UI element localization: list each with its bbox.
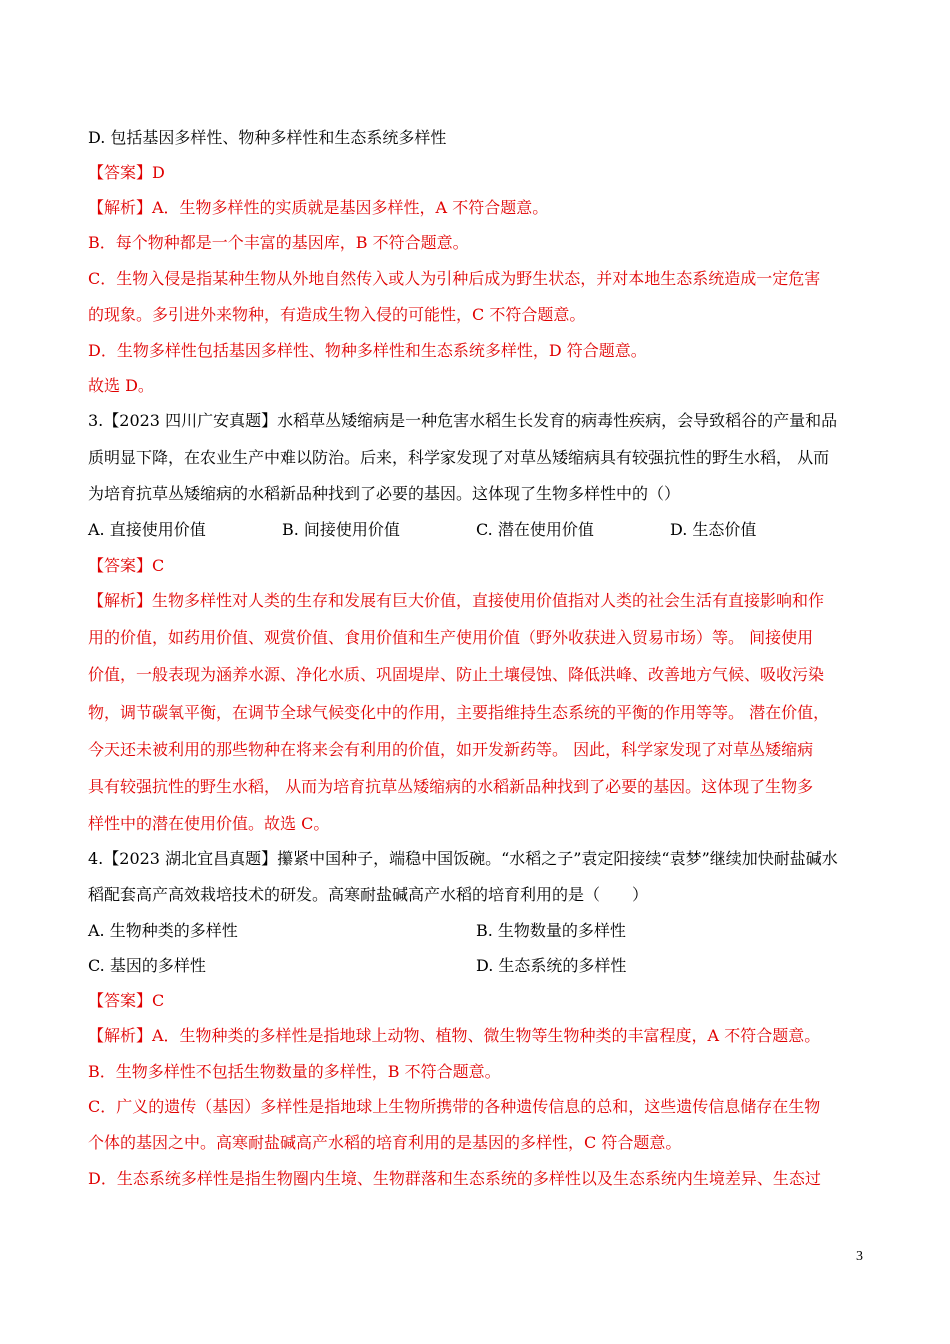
q3-analysis-line: 样性中的潜在使用价值。故选 C。 — [88, 814, 330, 833]
q3-analysis-line: 【解析】生物多样性对人类的生存和发展有巨大价值，直接使用价值指对人类的社会生活有直接影响和作 — [88, 591, 825, 610]
q4-analysis-line: D．生态系统多样性是指生物圈内生境、生物群落和生态系统的多样性以及生态系统内生境差异、生态过 — [88, 1169, 821, 1188]
q3-analysis-line: 具有较强抗性的野生水稻， 从而为培育抗草丛矮缩病的水稻新品种找到了必要的基因。这体现了生物多 — [88, 777, 814, 796]
q4-analysis-line: B．生物多样性不包括生物数量的多样性，B 不符合题意。 — [88, 1062, 501, 1081]
q4-option-b: B. 生物数量的多样性 — [476, 921, 626, 940]
q4-analysis-line: C．广义的遗传（基因）多样性是指地球上生物所携带的各种遗传信息的总和，这些遗传信息储存在生物 — [88, 1097, 821, 1116]
q2-analysis-line: B．每个物种都是一个丰富的基因库，B 不符合题意。 — [88, 233, 469, 252]
q3-analysis-line: 物，调节碳氧平衡，在调节全球气候变化中的作用，主要指维持生态系统的平衡的作用等等。 潜在价值， — [88, 703, 830, 722]
q3-option-d: D. 生态价值 — [670, 520, 757, 539]
q4-answer: 【答案】C — [88, 991, 165, 1010]
q3-option-a: A. 直接使用价值 — [88, 520, 206, 539]
q4-stem-line: 稻配套高产高效栽培技术的研发。高寒耐盐碱高产水稻的培育利用的是（ ） — [88, 885, 649, 904]
q2-analysis-line: C．生物入侵是指某种生物从外地自然传入或人为引种后成为野生状态，并对本地生态系统造成一定危害 — [88, 269, 821, 288]
q3-stem-line: 3.【2023 四川广安真题】水稻草丛矮缩病是一种危害水稻生长发育的病毒性疾病，会导致稻谷的产量和品 — [88, 411, 838, 430]
q2-option-d: D. 包括基因多样性、物种多样性和生态系统多样性 — [88, 128, 447, 147]
q4-analysis-line: 【解析】A．生物种类的多样性是指地球上动物、植物、微生物等生物种类的丰富程度，A 不符合题意。 — [88, 1026, 821, 1045]
q4-option-a: A. 生物种类的多样性 — [88, 921, 238, 940]
q2-analysis-line: D．生物多样性包括基因多样性、物种多样性和生态系统多样性，D 符合题意。 — [88, 341, 647, 360]
q3-option-b: B. 间接使用价值 — [282, 520, 400, 539]
q4-analysis-line: 个体的基因之中。高寒耐盐碱高产水稻的培育利用的是基因的多样性，C 符合题意。 — [88, 1133, 682, 1152]
q4-stem-line: 4.【2023 湖北宜昌真题】攥紧中国种子，端稳中国饭碗。“水稻之子”袁定阳接续“袁梦”继续加快耐盐碱水 — [88, 849, 838, 868]
q3-option-c: C. 潜在使用价值 — [476, 520, 594, 539]
q3-answer: 【答案】C — [88, 556, 165, 575]
q3-stem-line: 为培育抗草丛矮缩病的水稻新品种找到了必要的基因。这体现了生物多样性中的（） — [88, 484, 681, 503]
page-number: 3 — [856, 1249, 863, 1264]
q3-stem-line: 质明显下降，在农业生产中难以防治。后来，科学家发现了对草丛矮缩病具有较强抗性的野生水稻， 从而 — [88, 448, 830, 467]
q2-analysis-line: 【解析】A．生物多样性的实质就是基因多样性，A 不符合题意。 — [88, 198, 549, 217]
q3-analysis-line: 今天还未被利用的那些物种在将来会有利用的价值，如开发新药等。 因此，科学家发现了对草丛矮缩病 — [88, 740, 814, 759]
q4-option-c: C. 基因的多样性 — [88, 956, 206, 975]
q4-option-d: D. 生态系统的多样性 — [476, 956, 627, 975]
q2-analysis-line: 的现象。多引进外来物种，有造成生物入侵的可能性，C 不符合题意。 — [88, 305, 586, 324]
q3-analysis-line: 用的价值，如药用价值、观赏价值、食用价值和生产使用价值（野外收获进入贸易市场）等。 间接使用 — [88, 628, 814, 647]
q2-conclusion: 故选 D。 — [88, 376, 154, 395]
q3-analysis-line: 价值，一般表现为涵养水源、净化水质、巩固堤岸、防止土壤侵蚀、降低洪峰、改善地方气候、吸收污染 — [88, 665, 825, 684]
q2-answer: 【答案】D — [88, 163, 165, 182]
